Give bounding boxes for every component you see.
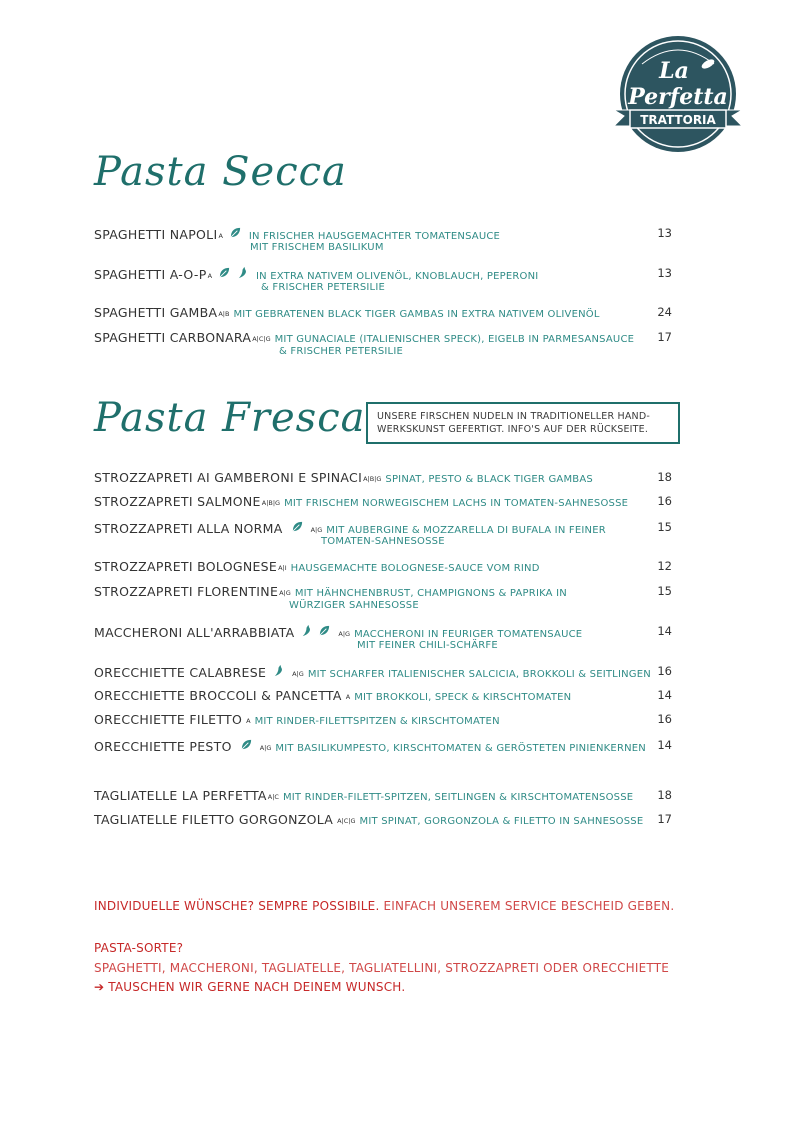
menu-item-strozzapreti-norma	[94, 520, 680, 547]
section-title-pasta-fresca: Pasta Fresca	[94, 395, 366, 441]
item-name: STROZZAPRETI BOLOGNESE	[94, 559, 278, 574]
item-allergens: A|G	[292, 670, 304, 678]
item-description: MIT FRISCHEM NORWEGISCHEM LACHS IN TOMATEN-SAHNESOSSE	[284, 498, 629, 509]
chili-pepper-icon	[272, 664, 285, 677]
item-allergens: A	[218, 232, 223, 240]
item-allergens: A|G	[279, 589, 291, 597]
item-allergens: A|G	[310, 526, 323, 534]
pasta-sort-title: PASTA-SORTE?	[94, 941, 184, 955]
item-allergens: A	[246, 717, 251, 725]
item-description-cont: WÜRZIGER SAHNESOSSE	[289, 600, 419, 611]
item-allergens: A	[345, 693, 351, 701]
menu-item-spaghetti-napoli	[94, 226, 680, 253]
section-title-pasta-secca: Pasta Secca	[94, 149, 347, 195]
menu-item-spaghetti-aop	[94, 266, 680, 293]
item-description: MIT RINDER-FILETT-SPITZEN, SEITLINGEN & KIRSCHTOMATENSOSSE	[282, 792, 634, 803]
item-price: 14	[657, 738, 672, 752]
menu-item-tagliatelle-gorgonzola	[94, 812, 680, 827]
item-allergens: A|C|G	[252, 335, 271, 343]
menu-item-orecchiette-filetto	[94, 712, 680, 727]
vegetarian-leaf-icon	[218, 266, 231, 279]
item-allergens: A	[207, 272, 213, 280]
item-description: MIT AUBERGINE & MOZZARELLA DI BUFALA IN FEINER	[326, 525, 606, 536]
item-name: ORECCHIETTE FILETTO	[94, 712, 243, 727]
item-description: HAUSGEMACHTE BOLOGNESE-SAUCE VOM RIND	[290, 563, 540, 574]
menu-item-strozzapreti-salmone	[94, 494, 680, 509]
item-description-cont: TOMATEN-SAHNESOSSE	[321, 536, 445, 547]
item-description: IN EXTRA NATIVEM OLIVENÖL, KNOBLAUCH, PEPERONI	[256, 271, 539, 282]
item-description: MIT BASILIKUMPESTO, KIRSCHTOMATEN & GERÖSTETEN PINIENKERNEN	[275, 743, 646, 754]
item-name: TAGLIATELLE LA PERFETTA	[94, 788, 267, 803]
svg-text:Perfetta: Perfetta	[628, 84, 728, 110]
item-price: 13	[657, 226, 672, 240]
menu-item-maccheroni-arrabbiata	[94, 624, 680, 651]
item-name: MACCHERONI ALL'ARRABBIATA	[94, 625, 295, 640]
item-description-cont: MIT FRISCHEM BASILIKUM	[250, 242, 384, 253]
item-price: 17	[657, 330, 672, 344]
svg-text:La: La	[659, 58, 689, 84]
item-description: MIT HÄHNCHENBRUST, CHAMPIGNONS & PAPRIKA IN	[294, 588, 567, 599]
item-name: SPAGHETTI GAMBA	[94, 305, 218, 320]
restaurant-logo	[612, 34, 744, 158]
item-name: STROZZAPRETI ALLA NORMA	[94, 521, 283, 536]
item-name: SPAGHETTI CARBONARA	[94, 330, 252, 345]
svg-text:TRATTORIA: TRATTORIA	[640, 113, 716, 127]
menu-item-strozzapreti-bolognese	[94, 559, 680, 574]
item-price: 14	[657, 688, 672, 702]
vegetarian-leaf-icon	[229, 226, 242, 239]
item-allergens: A|B|G	[363, 475, 382, 483]
item-description: MACCHERONI IN FEURIGER TOMATENSAUCE	[354, 629, 583, 640]
item-description-cont: MIT FEINER CHILI-SCHÄRFE	[357, 640, 498, 651]
item-allergens: A|B	[218, 310, 230, 318]
chili-pepper-icon	[236, 266, 249, 279]
custom-wishes-note	[94, 899, 674, 913]
item-allergens: A|C	[267, 793, 279, 801]
pasta-sort-list: SPAGHETTI, MACCHERONI, TAGLIATELLE, TAGLIATELLINI, STROZZAPRETI ODER ORECCHIETTE	[94, 961, 670, 975]
item-description: MIT GUNACIALE (ITALIENISCHER SPECK), EIGELB IN PARMESANSAUCE	[274, 334, 635, 345]
item-price: 16	[657, 494, 672, 508]
item-description-cont: & FRISCHER PETERSILIE	[261, 282, 385, 293]
item-allergens: A|B|G	[261, 499, 281, 507]
menu-item-orecchiette-calabrese	[94, 664, 680, 680]
item-name: STROZZAPRETI FLORENTINE	[94, 584, 279, 599]
item-description: MIT BROKKOLI, SPECK & KIRSCHTOMATEN	[354, 692, 572, 703]
vegetarian-leaf-icon	[240, 738, 253, 751]
menu-item-spaghetti-carbonara	[94, 330, 680, 357]
item-name: STROZZAPRETI AI GAMBERONI E SPINACI	[94, 470, 363, 485]
menu-item-spaghetti-gamba	[94, 305, 680, 320]
item-allergens: A|C|G	[337, 817, 356, 825]
item-price: 15	[657, 584, 672, 598]
menu-item-strozzapreti-gamberoni	[94, 470, 680, 485]
item-name: SPAGHETTI A-O-P	[94, 267, 207, 282]
item-name: ORECCHIETTE BROCCOLI & PANCETTA	[94, 688, 342, 703]
item-price: 13	[657, 266, 672, 280]
item-allergens: A|G	[259, 744, 272, 752]
vegetarian-leaf-icon	[318, 624, 331, 637]
item-description: MIT RINDER-FILETTSPITZEN & KIRSCHTOMATEN	[254, 716, 500, 727]
menu-item-orecchiette-broccoli	[94, 688, 680, 703]
item-name: ORECCHIETTE PESTO	[94, 739, 232, 754]
item-description: MIT GEBRATENEN BLACK TIGER GAMBAS IN EXTRA NATIVEM OLIVENÖL	[233, 309, 600, 320]
item-description-cont: & FRISCHER PETERSILIE	[279, 346, 403, 357]
item-price: 16	[657, 664, 672, 678]
item-price: 15	[657, 520, 672, 534]
item-name: SPAGHETTI NAPOLI	[94, 227, 218, 242]
menu-item-orecchiette-pesto	[94, 738, 680, 754]
item-price: 18	[657, 788, 672, 802]
item-price: 12	[657, 559, 672, 573]
item-name: TAGLIATELLE FILETTO GORGONZOLA	[94, 812, 334, 827]
item-name: STROZZAPRETI SALMONE	[94, 494, 261, 509]
item-name: ORECCHIETTE CALABRESE	[94, 665, 267, 680]
item-description: MIT SPINAT, GORGONZOLA & FILETTO IN SAHNESOSSE	[359, 816, 644, 827]
item-allergens: A|G	[338, 630, 351, 638]
item-description: MIT SCHARFER ITALIENISCHER SALCICIA, BROKKOLI & SEITLINGEN	[307, 669, 651, 680]
vegetarian-leaf-icon	[291, 520, 304, 533]
menu-item-strozzapreti-florentine	[94, 584, 680, 611]
item-description: IN FRISCHER HAUSGEMACHTER TOMATENSAUCE	[248, 231, 501, 242]
pasta-sort-swap: ➔ TAUSCHEN WIR GERNE NACH DEINEM WUNSCH.	[94, 980, 406, 994]
item-allergens: A|I	[278, 564, 287, 572]
item-price: 24	[657, 305, 672, 319]
item-price: 14	[657, 624, 672, 638]
item-description: SPINAT, PESTO & BLACK TIGER GAMBAS	[385, 474, 593, 485]
item-price: 16	[657, 712, 672, 726]
item-price: 17	[657, 812, 672, 826]
menu-item-tagliatelle-perfetta	[94, 788, 680, 803]
fresh-pasta-note: UNSERE FIRSCHEN NUDELN IN TRADITIONELLER HAND- WERKSKUNST GEFERTIGT. INFO'S AUF DER RÜCKSEITE.	[366, 402, 680, 444]
custom-wishes-light: EINFACH UNSEREM SERVICE BESCHEID GEBEN.	[383, 899, 675, 913]
item-price: 18	[657, 470, 672, 484]
chili-pepper-icon	[300, 624, 313, 637]
custom-wishes-bold: INDIVIDUELLE WÜNSCHE? SEMPRE POSSIBILE.	[94, 899, 380, 913]
